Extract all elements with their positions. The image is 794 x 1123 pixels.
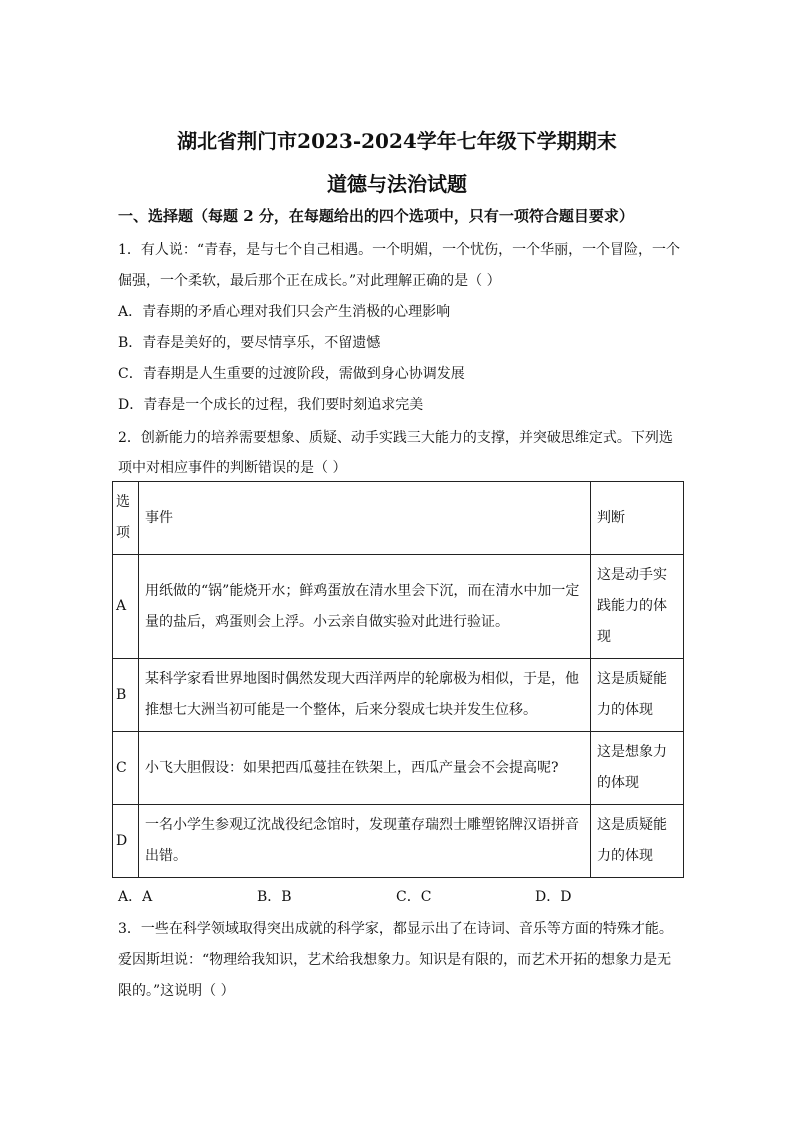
q1-option-b: B．青春是美好的，要尽情享乐，不留遗憾: [118, 335, 381, 351]
event-line: 小飞大胆假设：如果把西瓜蔓挂在铁架上，西瓜产量会不会提高呢?: [145, 759, 559, 776]
table-row: [113, 805, 684, 878]
header-event-cell: 事件: [139, 482, 591, 555]
q2-table: [112, 481, 684, 878]
judge-line: 践能力的体: [597, 598, 667, 614]
exam-title: 湖北省荆门市2023-2024学年七年级下学期期末: [177, 129, 617, 153]
q2-answer-a: A．A: [118, 889, 153, 905]
header-judge-cell: 判断: [591, 482, 684, 555]
q3-stem-line1: 3．一些在科学领域取得突出成就的科学家，都显示出了在诗词、音乐等方面的特殊才能。: [118, 921, 673, 937]
row-option-cell: D: [113, 805, 139, 878]
exam-subtitle: 道德与法治试题: [327, 172, 467, 196]
q1-stem-line2: 倔强，一个柔软，最后那个正在成长。”对此理解正确的是（ ）: [118, 273, 501, 289]
q3-stem-line3: 限的。”这说明（ ）: [118, 983, 235, 999]
judge-line: 的体现: [597, 775, 639, 791]
table-row: [113, 732, 684, 805]
row-event-cell: [139, 732, 591, 805]
table-row: [113, 555, 684, 659]
row-option-cell: B: [113, 659, 139, 732]
row-event-cell: [139, 805, 591, 878]
q3-stem-line2: 爱因斯坦说：“物理给我知识，艺术给我想象力。知识是有限的，而艺术开拓的想象力是无: [118, 952, 672, 968]
judge-line: 这是质疑能: [597, 817, 667, 833]
event-line: 一名小学生参观辽沈战役纪念馆时，发现董存瑞烈士雕塑铭牌汉语拼音: [145, 817, 579, 833]
header-option-cell: [113, 482, 139, 555]
event-line: 某科学家看世界地图时偶然发现大西洋两岸的轮廓极为相似，于是，他: [145, 671, 579, 687]
row-option-cell: A: [113, 555, 139, 659]
table-header-row: [113, 482, 684, 555]
event-line: 用纸做的“锅”能烧开水；鲜鸡蛋放在清水里会下沉，而在清水中加一定: [145, 582, 580, 599]
judge-line: 力的体现: [597, 702, 653, 718]
event-line: 推想七大洲当初可能是一个整体，后来分裂成七块并发生位移。: [145, 702, 537, 718]
judge-line: 力的体现: [597, 848, 653, 864]
q2-stem-line1: 2．创新能力的培养需要想象、质疑、动手实践三大能力的支撑，并突破思维定式。下列选: [118, 430, 673, 446]
event-line: 量的盐后，鸡蛋则会上浮。小云亲自做实验对此进行验证。: [145, 613, 509, 630]
q2-answer-options: [118, 886, 678, 906]
row-judge-cell: [591, 732, 684, 805]
judge-line: 这是质疑能: [597, 671, 667, 687]
row-option-cell: C: [113, 732, 139, 805]
q2-answer-b: B．B: [257, 889, 292, 905]
q1-option-d: D．青春是一个成长的过程，我们要时刻追求完美: [118, 397, 424, 413]
judge-line: 这是动手实: [597, 567, 667, 583]
row-event-cell: [139, 659, 591, 732]
q1-stem-line1: 1．有人说：“青春，是与七个自己相遇。一个明媚，一个忧伤，一个华丽，一个冒险，一个: [118, 242, 681, 258]
section-heading: 一、选择题（每题 2 分，在每题给出的四个选项中，只有一项符合题目要求）: [118, 207, 634, 225]
row-judge-cell: [591, 805, 684, 878]
judge-line: 这是想象力: [597, 744, 667, 760]
row-event-cell: [139, 555, 591, 659]
event-line: 出错。: [145, 848, 187, 864]
q1-option-a: A．青春期的矛盾心理对我们只会产生消极的心理影响: [118, 304, 451, 320]
table-row: [113, 659, 684, 732]
q1-option-c: C．青春期是人生重要的过渡阶段，需做到身心协调发展: [118, 366, 465, 382]
header-option-line: 选: [116, 494, 130, 510]
row-judge-cell: [591, 659, 684, 732]
q2-stem-line2: 项中对相应事件的判断错误的是（ ）: [118, 460, 347, 476]
row-judge-cell: [591, 555, 684, 659]
header-option-line: 项: [116, 525, 130, 541]
q2-answer-c: C．C: [396, 889, 432, 905]
q2-answer-d: D．D: [535, 889, 572, 905]
judge-line: 现: [597, 629, 611, 645]
